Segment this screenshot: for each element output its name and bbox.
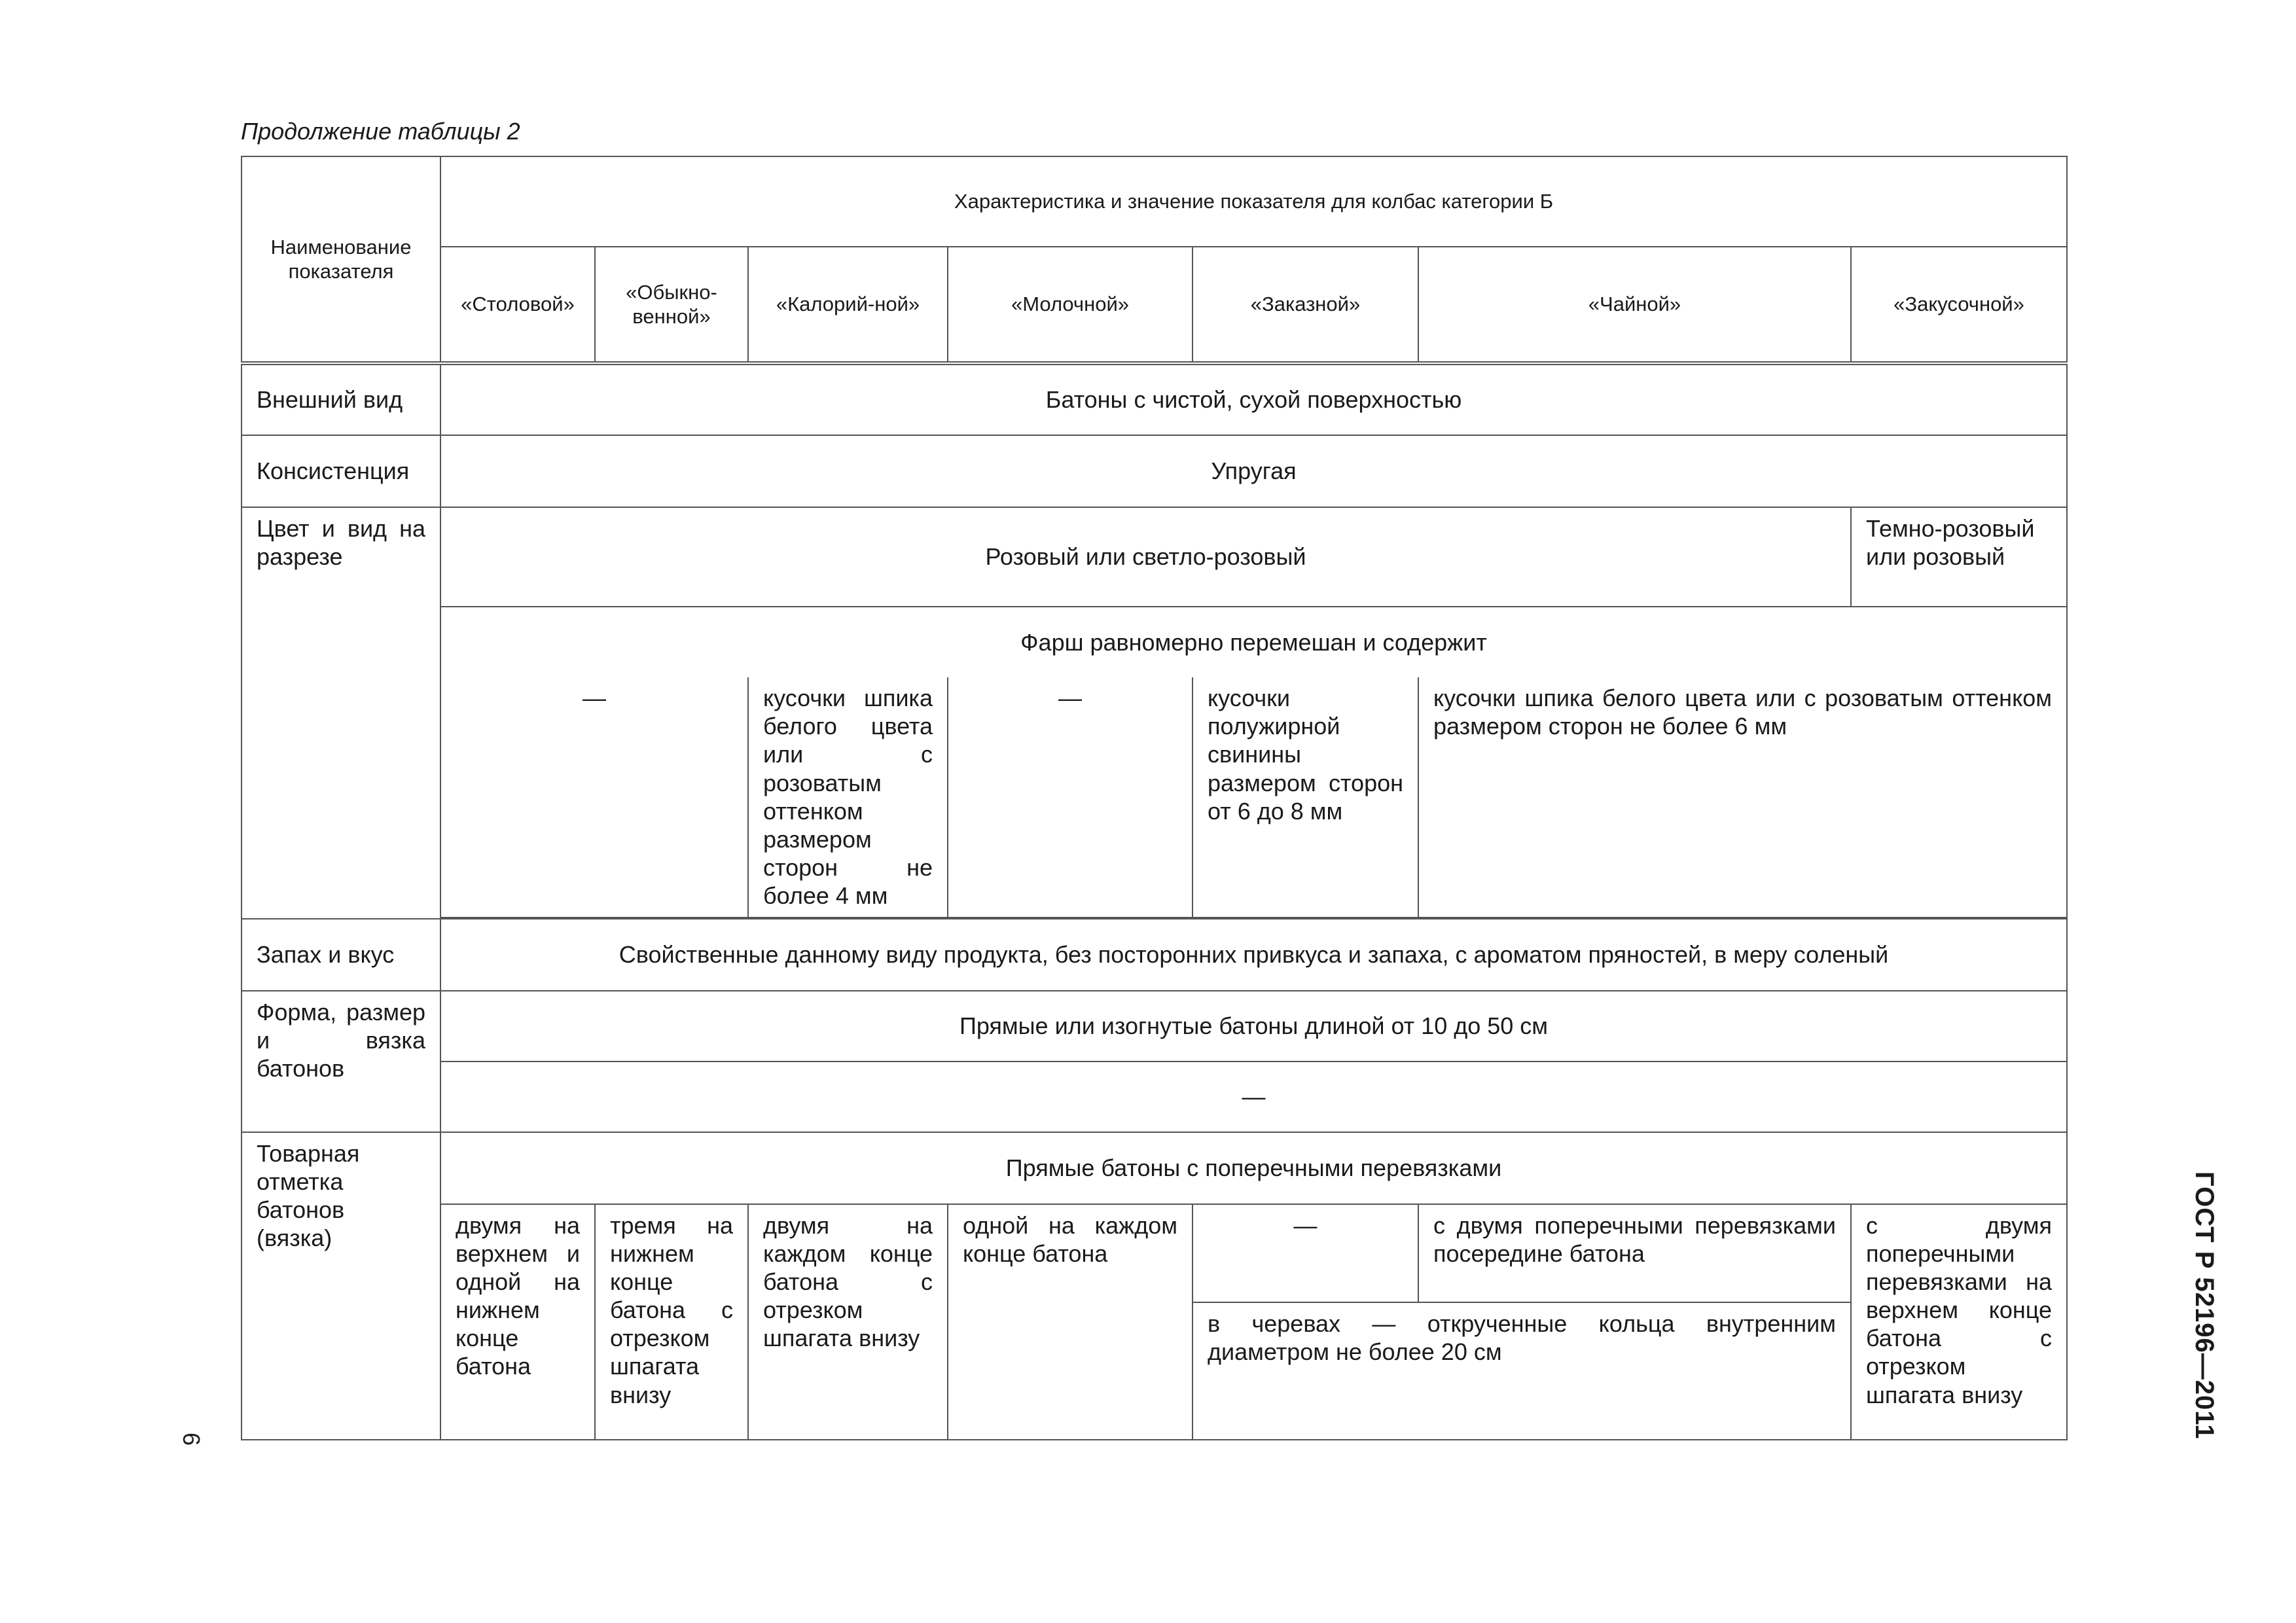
quality-table: [241, 156, 2068, 1440]
row-mark-stolovoy: двумя на верхнем и одной на нижнем конце батона: [440, 1204, 595, 1440]
row-mark-zakaznoy: —: [1193, 1204, 1418, 1302]
row-mark-intro: Прямые батоны с поперечными перевязками: [440, 1132, 2067, 1204]
row-mark-zakusochnoy: с двумя поперечными перевязками на верхнем конце батона с отрезком шпагата внизу: [1851, 1204, 2067, 1440]
row-shape-value: Прямые или изогнутые батоны длиной от 10 до 50 см: [440, 991, 2067, 1061]
header-kaloriynoy: «Калорий-ной»: [748, 247, 948, 363]
header-zakusochnoy: «Закусочной»: [1851, 247, 2067, 363]
row-consistency-value: Упругая: [440, 435, 2067, 507]
header-molochnoy: «Молочной»: [948, 247, 1193, 363]
header-zakaznoy: «Заказной»: [1193, 247, 1418, 363]
row-color-mince-intro: Фарш равномерно перемешан и содержит: [440, 607, 2067, 677]
row-mark-molochnoy: одной на каждом конце батона: [948, 1204, 1193, 1440]
header-name-col: Наименование показателя: [242, 156, 440, 363]
header-stolovoy: «Столовой»: [440, 247, 595, 363]
row-shape-dash: —: [440, 1061, 2067, 1132]
row-color-dash-1: —: [440, 677, 748, 918]
row-color-rest: кусочки шпика белого цвета или с розоватым оттенком размером сторон не более 6 мм: [1418, 677, 2067, 918]
row-mark-obyknovennoy: тремя на нижнем конце батона с отрезком шпагата внизу: [595, 1204, 748, 1440]
row-smell-value: Свойственные данному виду продукта, без посторонних привкуса и запаха, с ароматом пряностей, в меру соленый: [440, 919, 2067, 991]
header-obyknovennoy: «Обыкно-венной»: [595, 247, 748, 363]
row-mark-chaynoy: с двумя поперечными перевязками посередине батона: [1418, 1204, 1851, 1302]
row-consistency-name: Консистенция: [242, 435, 440, 507]
row-color-dash-2: —: [948, 677, 1193, 918]
header-chaynoy: «Чайной»: [1418, 247, 1851, 363]
row-color-main: Розовый или светло-розовый: [440, 507, 1851, 607]
document-code: ГОСТ Р 52196—2011: [2190, 1171, 2219, 1440]
row-color-zakaznoy: кусочки полужирной свинины размером сторон от 6 до 8 мм: [1193, 677, 1418, 918]
header-group: Характеристика и значение показателя для колбас категории Б: [440, 156, 2067, 247]
row-color-last: Темно-розовый или розовый: [1851, 507, 2067, 607]
row-mark-rings: в черевах — открученные кольца внутренним диаметром не более 20 см: [1193, 1302, 1851, 1440]
row-mark-name: Товарная отметка батонов (вязка): [242, 1132, 440, 1440]
row-appearance-name: Внешний вид: [242, 363, 440, 435]
row-color-kaloriynoy: кусочки шпика белого цвета или с розоватым оттенком размером сторон не более 4 мм: [748, 677, 948, 918]
table-caption: Продолжение таблицы 2: [241, 118, 520, 145]
row-appearance-value: Батоны с чистой, сухой поверхностью: [440, 363, 2067, 435]
row-mark-kaloriynoy: двумя на каждом конце батона с отрезком шпагата внизу: [748, 1204, 948, 1440]
row-smell-name: Запах и вкус: [242, 919, 440, 991]
row-color-name: Цвет и вид на разрезе: [242, 507, 440, 919]
row-shape-name: Форма, размер и вязка батонов: [242, 991, 440, 1132]
page-number: 6: [178, 1432, 206, 1446]
